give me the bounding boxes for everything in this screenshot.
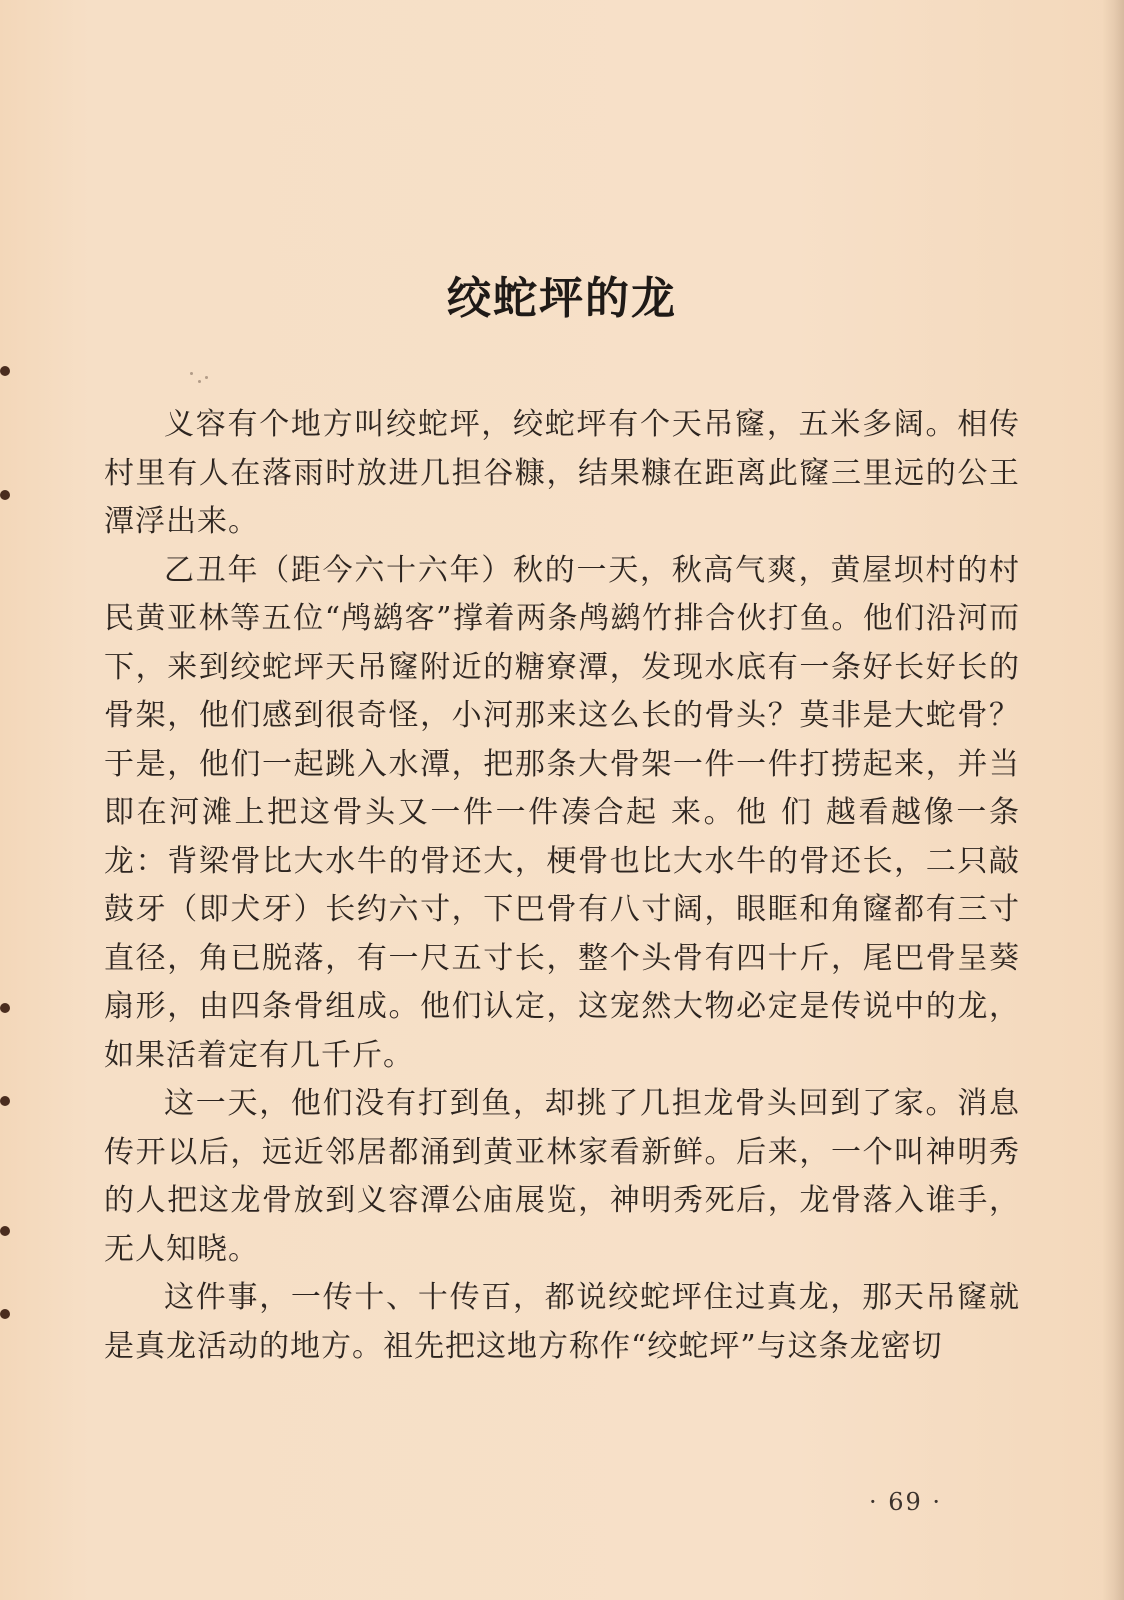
paragraph: 这一天，他们没有打到鱼，却挑了几担龙骨头回到了家。消息传开以后，远近邻居都涌到黄亚林家看新鲜。后来，一个叫神明秀的人把这龙骨放到义容潭公庙展览，神明秀死后，龙骨落入谁手，无人知晓。: [104, 1086, 1020, 1267]
paper-speck: [190, 372, 193, 375]
binding-hole: [0, 1096, 10, 1106]
paragraph: 乙丑年（距今六十六年）秋的一天，秋高气爽，黄屋坝村的村民黄亚林等五位“鸬鹚客”撑着两条鸬鹚竹排合伙打鱼。他们沿河而下，来到绞蛇坪天吊窿附近的糖寮潭，发现水底有一条好长好长的骨架，他们感到很奇怪，小河那来这么长的骨头？莫非是大蛇骨？于是，他们一起跳入水潭，把那条大骨架一件一件打捞起来，并当即在河滩上把这骨头又一件一件凑合起 来。他 们 越看越像一条龙：背梁骨比大水牛的骨还大，梗骨也比大水牛的骨还长，二只敲鼓牙（即犬牙）长约六寸，下巴骨有八寸阔，眼眶和角窿都有三寸直径，角已脱落，有一尺五寸长，整个头骨有四十斤，尾巴骨呈葵扇形，由四条骨组成。他们认定，这宠然大物必定是传说中的龙，如果活着定有几千斤。: [104, 552, 1020, 1073]
binding-hole: [0, 1309, 10, 1319]
binding-hole: [0, 366, 10, 376]
page-number: · 69 ·: [868, 1488, 942, 1516]
paper-speck: [205, 376, 208, 379]
document-title: 绞蛇坪的龙: [447, 273, 677, 324]
paragraph: 这件事，一传十、十传百，都说绞蛇坪住过真龙，那天吊窿就是真龙活动的地方。祖先把这地方称作“绞蛇坪”与这条龙密切: [104, 1280, 1020, 1364]
body-text: [104, 401, 1020, 1371]
page-edge-shadow: [1102, 0, 1124, 1600]
binding-hole: [0, 490, 10, 500]
binding-hole: [0, 1003, 10, 1013]
binding-hole: [0, 1226, 10, 1236]
paragraph: 义容有个地方叫绞蛇坪，绞蛇坪有个天吊窿，五米多阔。相传村里有人在落雨时放进几担谷糠，结果糠在距离此窿三里远的公王潭浮出来。: [104, 407, 1020, 539]
paper-speck: [198, 380, 201, 383]
